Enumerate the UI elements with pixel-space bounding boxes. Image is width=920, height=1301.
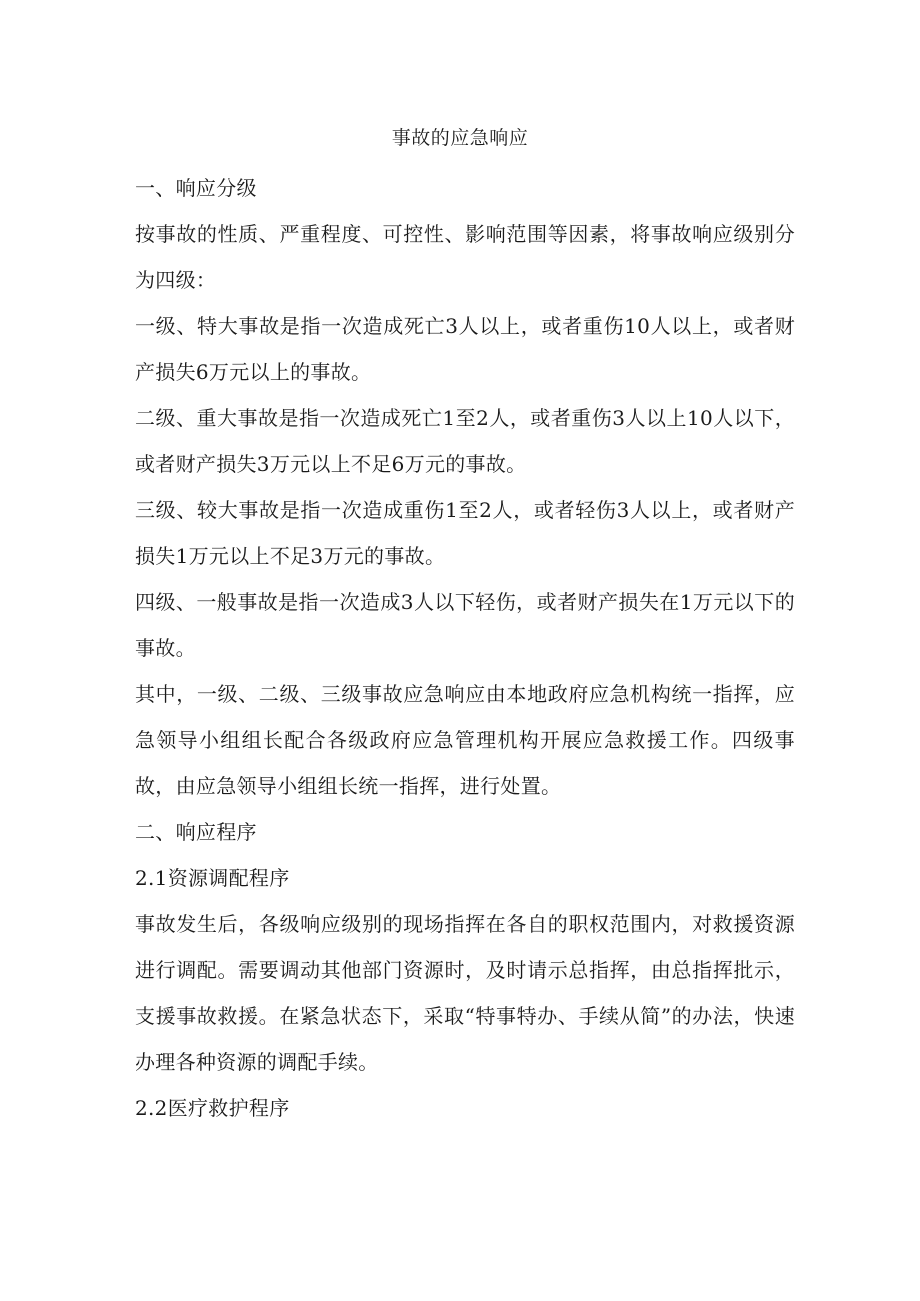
subheading-medical-rescue: 2.2医疗救护程序 <box>135 1096 290 1120</box>
paragraph-level-4: 四级、一般事故是指一次造成3人以下轻伤，或者财产损失在1万元以下的事故。 <box>135 590 795 660</box>
paragraph-level-intro: 按事故的性质、严重程度、可控性、影响范围等因素，将事故响应级别分为四级： <box>135 222 795 292</box>
paragraph-level-2: 二级、重大事故是指一次造成死亡1至2人，或者重伤3人以上10人以下，或者财产损失3万元以上不足6万元的事故。 <box>135 406 795 476</box>
section-heading-response-levels: 一、响应分级 <box>135 176 257 200</box>
document-title: 事故的应急响应 <box>391 127 529 149</box>
section-heading-response-procedures: 二、响应程序 <box>135 820 257 844</box>
paragraph-level-3: 三级、较大事故是指一次造成重伤1至2人，或者轻伤3人以上，或者财产损失1万元以上不足3万元的事故。 <box>135 498 795 568</box>
subheading-resource-allocation: 2.1资源调配程序 <box>135 866 290 890</box>
paragraph-level-1: 一级、特大事故是指一次造成死亡3人以上，或者重伤10人以上，或者财产损失6万元以上的事故。 <box>135 314 795 384</box>
document-body <box>135 165 795 1131</box>
paragraph-resource-allocation: 事故发生后，各级响应级别的现场指挥在各自的职权范围内，对救援资源进行调配。需要调动其他部门资源时，及时请示总指挥，由总指挥批示，支援事故救援。在紧急状态下，采取“特事特办、手续从简”的办法，快速办理各种资源的调配手续。 <box>135 912 795 1074</box>
paragraph-command-structure: 其中，一级、二级、三级事故应急响应由本地政府应急机构统一指挥，应急领导小组组长配合各级政府应急管理机构开展应急救援工作。四级事故，由应急领导小组组长统一指挥，进行处置。 <box>135 682 795 798</box>
